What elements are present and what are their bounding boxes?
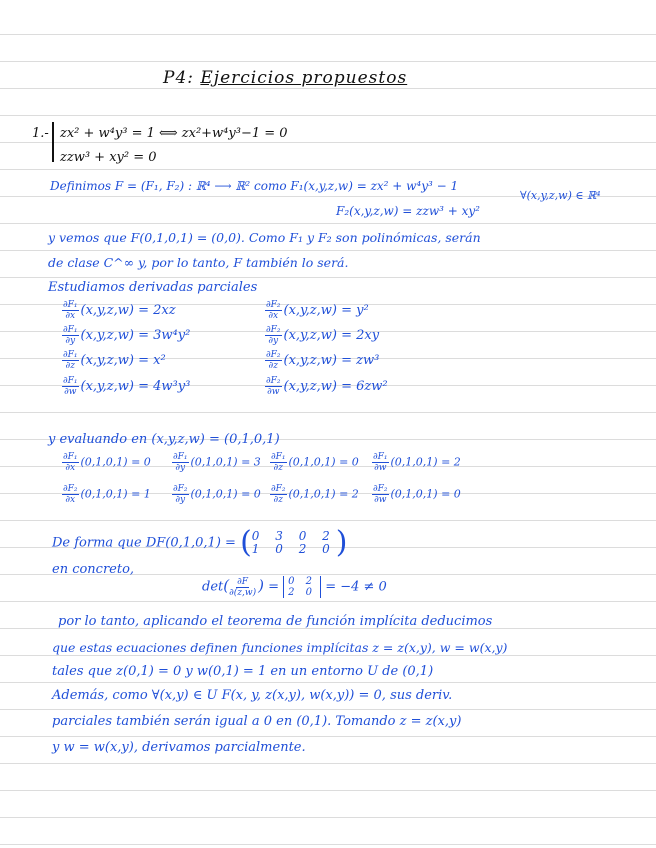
partial-fraction: $\frac{\text{∂F₁}}{\partial w}$ (63, 376, 78, 397)
title-prefix: P4: (163, 68, 194, 88)
evaluation-item: $\frac{\text{∂F₁}}{\partial w}$ (0,1,0,1) = 2 (373, 452, 461, 473)
det-matrix: 0 2 2 0 (283, 576, 321, 598)
system-eq1: zx² + w⁴y³ = 1 ⟺ zx²+w⁴y³−1 = 0 (60, 126, 288, 141)
conclusion-line: y w = w(x,y), derivamos parcialmente. (52, 740, 306, 755)
definition-domain: ∀(x,y,z,w) ∈ ℝ⁴ (520, 189, 601, 202)
definition-line1: Definimos F = (F₁, F₂) : ℝ⁴ ⟶ ℝ² como F₁(x,y,z,w) = zx² + w⁴y³ − 1 (50, 179, 459, 193)
partial-row: $\frac{\text{∂F₂}}{\partial z}$ (x,y,z,w) = zw³ (266, 350, 380, 371)
paragraph-line: de clase C^∞ y, por lo tanto, F también lo será. (48, 255, 349, 270)
definition-line2: F₂(x,y,z,w) = zzw³ + xy² (336, 204, 480, 218)
partial-fraction: $\frac{\text{∂F₁}}{\partial z}$ (63, 350, 78, 371)
jacobian-matrix: ( 0 3 0 2 1 0 2 0 ) (240, 525, 348, 560)
conclusion-line: tales que z(0,1) = 0 y w(0,1) = 1 en un entorno U de (0,1) (52, 664, 434, 679)
conclusion-line: que estas ecuaciones definen funciones implícitas z = z(x,y), w = w(x,y) (52, 640, 508, 655)
partial-row: $\frac{\text{∂F₂}}{\partial w}$ (x,y,z,w) = 6zw² (266, 376, 388, 397)
partial-row: $\frac{\text{∂F₂}}{\partial y}$ (x,y,z,w) = 2xy (266, 325, 380, 346)
conclusion-line: Además, como ∀(x,y) ∈ U F(x, y, z(x,y), w(x,y)) = 0, sus deriv. (52, 688, 453, 703)
jacobian-prefix: De forma que DF(0,1,0,1) = (52, 535, 236, 551)
determinant-line: det( $\frac{\partial F}{\partial(z,w)}$ ) = 0 2 2 0 = −4 ≠ 0 (202, 576, 387, 598)
evaluation-item: $\frac{\text{∂F₁}}{\partial x}$ (0,1,0,1) = 0 (63, 452, 151, 473)
title-underlined: Ejercicios propuestos (200, 68, 408, 88)
partial-fraction: $\frac{\text{∂F₂}}{\partial y}$ (266, 325, 281, 346)
conclusion-line: por lo tanto, aplicando el teorema de función implícita deducimos (58, 614, 493, 629)
exercise-number: 1.- (32, 126, 49, 141)
conclusion-line: parciales también serán igual a 0 en (0,1). Tomando z = z(x,y) (52, 714, 462, 729)
partial-fraction: $\frac{\text{∂F₁}}{\partial y}$ (63, 325, 78, 346)
partial-row: $\frac{\text{∂F₂}}{\partial x}$ (x,y,z,w) = y² (266, 300, 369, 321)
concrete-label: en concreto, (52, 562, 135, 577)
evaluation-item: $\frac{\text{∂F₂}}{\partial w}$ (0,1,0,1) = 0 (373, 484, 461, 505)
partial-fraction: $\frac{\text{∂F₂}}{\partial z}$ (266, 350, 281, 371)
evaluation-item: $\frac{\text{∂F₂}}{\partial y}$ (0,1,0,1) = 0 (173, 484, 261, 505)
section-heading: Estudiamos derivadas parciales (48, 280, 258, 295)
page-title (163, 70, 407, 86)
evaluation-item: $\frac{\text{∂F₂}}{\partial x}$ (0,1,0,1) = 1 (63, 484, 151, 505)
partial-fraction: $\frac{\text{∂F₂}}{\partial w}$ (266, 376, 281, 397)
partial-fraction: $\frac{\text{∂F₁}}{\partial x}$ (63, 300, 78, 321)
evaluation-item: $\frac{\text{∂F₁}}{\partial y}$ (0,1,0,1) = 3 (173, 452, 261, 473)
partial-row: $\frac{\text{∂F₁}}{\partial w}$ (x,y,z,w) = 4w³y³ (63, 376, 191, 397)
system-brace (52, 122, 54, 162)
partial-row: $\frac{\text{∂F₁}}{\partial z}$ (x,y,z,w) = x² (63, 350, 166, 371)
jacobian-line (52, 525, 348, 560)
partial-fraction: $\frac{\text{∂F₂}}{\partial x}$ (266, 300, 281, 321)
evaluation-item: $\frac{\text{∂F₂}}{\partial z}$ (0,1,0,1) = 2 (271, 484, 359, 505)
section-heading: y evaluando en (x,y,z,w) = (0,1,0,1) (48, 432, 280, 447)
evaluation-item: $\frac{\text{∂F₁}}{\partial z}$ (0,1,0,1) = 0 (271, 452, 359, 473)
system-eq2: zzw³ + xy² = 0 (60, 150, 157, 165)
partial-row: $\frac{\text{∂F₁}}{\partial x}$ (x,y,z,w) = 2xz (63, 300, 176, 321)
det-fraction: $\frac{\partial F}{\partial(z,w)}$ (229, 576, 257, 598)
partial-row: $\frac{\text{∂F₁}}{\partial y}$ (x,y,z,w) = 3w⁴y² (63, 325, 191, 346)
paragraph-line: y vemos que F(0,1,0,1) = (0,0). Como F₁ y F₂ son polinómicas, serán (48, 230, 481, 245)
